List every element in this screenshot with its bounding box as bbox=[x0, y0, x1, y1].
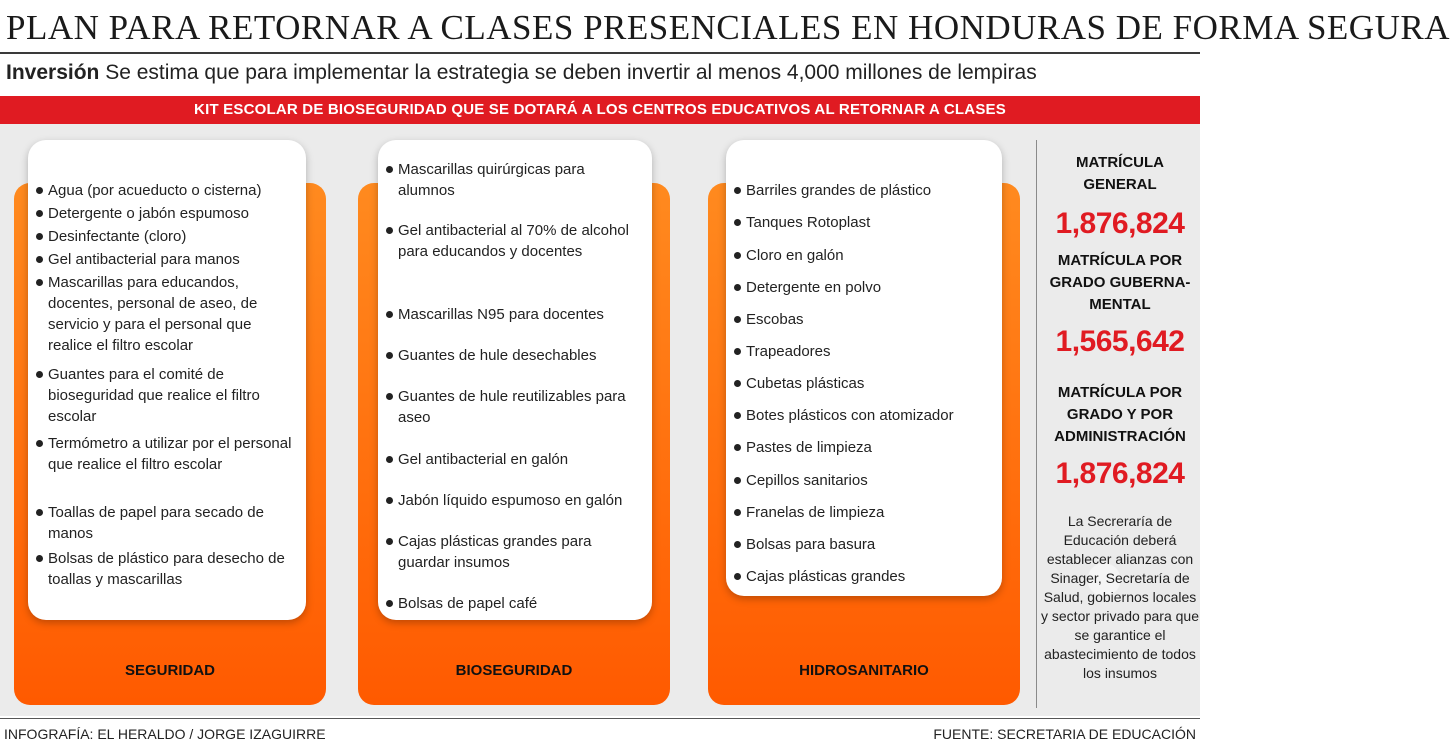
list-item: Cloro en galón bbox=[746, 245, 990, 266]
stat-heading-gubernamental: MATRÍCULA POR GRADO GUBERNA- MENTAL bbox=[1049, 252, 1191, 313]
list-item: Cajas plásticas grandes para guardar insumos bbox=[398, 531, 640, 573]
subline-text: Se estima que para implementar la estrategia se deben invertir al menos 4,000 millones de lempiras bbox=[99, 61, 1037, 84]
stat-heading-general: MATRÍCULA GENERAL bbox=[1075, 154, 1165, 193]
bullet-icon bbox=[386, 456, 393, 463]
list-item: Pastes de limpieza bbox=[746, 437, 990, 458]
subline bbox=[6, 58, 1037, 88]
bullet-icon bbox=[386, 497, 393, 504]
bullet-icon bbox=[734, 219, 741, 226]
list-item: Detergente o jabón espumoso bbox=[48, 203, 294, 224]
headline: PLAN PARA RETORNAR A CLASES PRESENCIALES EN HONDURAS DE FORMA SEGURA bbox=[6, 8, 1450, 47]
list-item: Bolsas de plástico para desecho de toallas y mascarillas bbox=[48, 548, 294, 590]
bullet-icon bbox=[734, 380, 741, 387]
footer-source: FUENTE: SECRETARIA DE EDUCACIÓN bbox=[933, 726, 1196, 742]
column-label-seguridad: SEGURIDAD bbox=[124, 662, 215, 679]
list-item: Guantes de hule reutilizables para aseo bbox=[398, 386, 640, 428]
bullet-icon bbox=[36, 187, 43, 194]
list-item: Detergente en polvo bbox=[746, 277, 990, 298]
bullet-icon bbox=[36, 210, 43, 217]
bullet-icon bbox=[36, 555, 43, 562]
side-note: La Secreraría de Educación deberá establecer alianzas con Sinager, Secretaría de Salud, gobiernos locales y sector privado para que se garantice el abastecimiento de todos los insumos bbox=[1041, 513, 1199, 681]
list-item: Gel antibacterial en galón bbox=[398, 449, 640, 470]
bullet-icon bbox=[734, 252, 741, 259]
list-item: Gel antibacterial para manos bbox=[48, 249, 294, 270]
list-item: Cajas plásticas grandes bbox=[746, 566, 990, 587]
column-label-bioseguridad: BIOSEGURIDAD bbox=[455, 662, 573, 679]
list-item: Mascarillas para educandos, docentes, personal de aseo, de servicio y para el personal que realice el filtro escolar bbox=[48, 272, 294, 356]
stat-value-gubernamental: 1,565,642 bbox=[1055, 325, 1185, 358]
list-item: Botes plásticos con atomizador bbox=[746, 405, 990, 426]
headline-divider bbox=[0, 52, 1200, 54]
list-item: Desinfectante (cloro) bbox=[48, 226, 294, 247]
bullet-icon bbox=[734, 573, 741, 580]
kit-banner: KIT ESCOLAR DE BIOSEGURIDAD QUE SE DOTARÁ A LOS CENTROS EDUCATIVOS AL RETORNAR A CLASES bbox=[0, 96, 1200, 124]
list-item: Trapeadores bbox=[746, 341, 990, 362]
list-item: Barriles grandes de plástico bbox=[746, 180, 990, 201]
bullet-icon bbox=[386, 538, 393, 545]
stat-value-administracion: 1,876,824 bbox=[1055, 457, 1185, 490]
footer-divider bbox=[0, 718, 1200, 719]
bullet-icon bbox=[386, 352, 393, 359]
list-item: Toallas de papel para secado de manos bbox=[48, 502, 294, 544]
card-seguridad bbox=[28, 140, 306, 620]
list-item: Bolsas para basura bbox=[746, 534, 990, 555]
card-hidrosanitario bbox=[726, 140, 1002, 596]
bullet-icon bbox=[734, 477, 741, 484]
bullet-icon bbox=[36, 279, 43, 286]
bullet-icon bbox=[734, 316, 741, 323]
list-item: Bolsas de papel café bbox=[398, 593, 640, 614]
list-item: Guantes para el comité de bioseguridad que realice el filtro escolar bbox=[48, 364, 294, 427]
list-item: Guantes de hule desechables bbox=[398, 345, 640, 366]
bullet-icon bbox=[734, 541, 741, 548]
stat-value-general: 1,876,824 bbox=[1055, 207, 1185, 240]
bullet-icon bbox=[36, 256, 43, 263]
bullet-icon bbox=[386, 311, 393, 318]
list-item: Mascarillas N95 para docentes bbox=[398, 304, 640, 325]
bullet-icon bbox=[36, 440, 43, 447]
bullet-icon bbox=[734, 509, 741, 516]
bullet-icon bbox=[386, 166, 393, 173]
bullet-icon bbox=[36, 509, 43, 516]
list-item: Mascarillas quirúrgicas para alumnos bbox=[398, 159, 640, 201]
list-item: Agua (por acueducto o cisterna) bbox=[48, 180, 294, 201]
list-item: Termómetro a utilizar por el personal que realice el filtro escolar bbox=[48, 433, 294, 475]
list-item: Tanques Rotoplast bbox=[746, 212, 990, 233]
bullet-icon bbox=[734, 187, 741, 194]
bullet-icon bbox=[386, 393, 393, 400]
subline-lead: Inversión bbox=[6, 61, 100, 84]
list-item: Cepillos sanitarios bbox=[746, 470, 990, 491]
bullet-icon bbox=[734, 348, 741, 355]
bullet-icon bbox=[734, 412, 741, 419]
bullet-icon bbox=[734, 284, 741, 291]
list-item: Franelas de limpieza bbox=[746, 502, 990, 523]
list-item: Gel antibacterial al 70% de alcohol para educandos y docentes bbox=[398, 220, 640, 262]
card-bioseguridad bbox=[378, 140, 652, 620]
list-item: Cubetas plásticas bbox=[746, 373, 990, 394]
bullet-icon bbox=[36, 233, 43, 240]
footer-credit: INFOGRAFÍA: EL HERALDO / JORGE IZAGUIRRE bbox=[4, 726, 326, 742]
stat-heading-administracion: MATRÍCULA POR GRADO Y POR ADMINISTRACIÓN bbox=[1054, 384, 1186, 445]
column-label-hidrosanitario: HIDROSANITARIO bbox=[799, 662, 929, 679]
bullet-icon bbox=[36, 371, 43, 378]
bullet-icon bbox=[386, 227, 393, 234]
list-item: Jabón líquido espumoso en galón bbox=[398, 490, 640, 511]
stats-divider bbox=[1036, 140, 1037, 708]
bullet-icon bbox=[734, 444, 741, 451]
list-item: Escobas bbox=[746, 309, 990, 330]
bullet-icon bbox=[386, 600, 393, 607]
